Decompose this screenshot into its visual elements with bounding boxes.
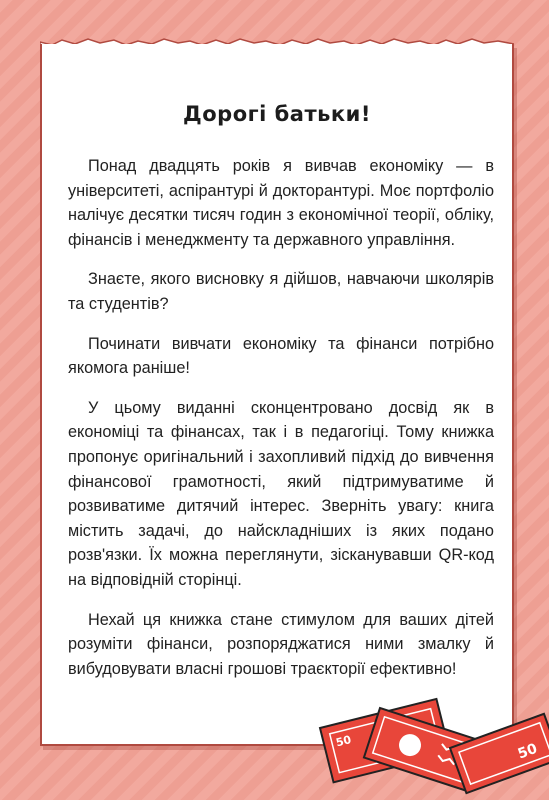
letter-paragraph: Понад двадцять років я вивчав економіку — в університеті, аспірантурі й докторантурі. Моє портфоліо налічує десятки тисяч годин з економічної теорії, обліку, фінансів і менеджменту та державного управління. [68,157,494,249]
letter-page [40,44,514,746]
letter-title: Дорогі батьки! [183,102,371,126]
letter-paragraph: Нехай ця книжка стане стимулом для ваших дітей розуміти фінанси, розпоряджатися ними змалку й вибудовувати власні грошові траєкторії ефективно! [68,610,494,678]
letter-paragraph: Знаєте, якого висновку я дійшов, навчаючи школярів та студентів? [68,270,494,313]
svg-text:50: 50 [334,733,353,750]
letter-paragraph: У цьому виданні сконцентровано досвід як в економіці та фінансах, так і в педагогіці. Тому книжка пропонує оригінальний і захопливий підхід до вивчення фінансової грамотності, який підтримуватиме й розвиватиме дитячий інтерес. Зверніть увагу: книга містить задачі, до найскладніших із яких подано розв'язки. Їх можна переглянути, зісканувавши QR-код на відповідній сторінці. [68,398,494,589]
letter-paragraph: Починати вивчати економіку та фінанси потрібно якомога раніше! [68,334,494,378]
banknotes-icon [310,688,549,800]
svg-text:50: 50 [515,740,540,763]
letter-body [68,154,494,696]
